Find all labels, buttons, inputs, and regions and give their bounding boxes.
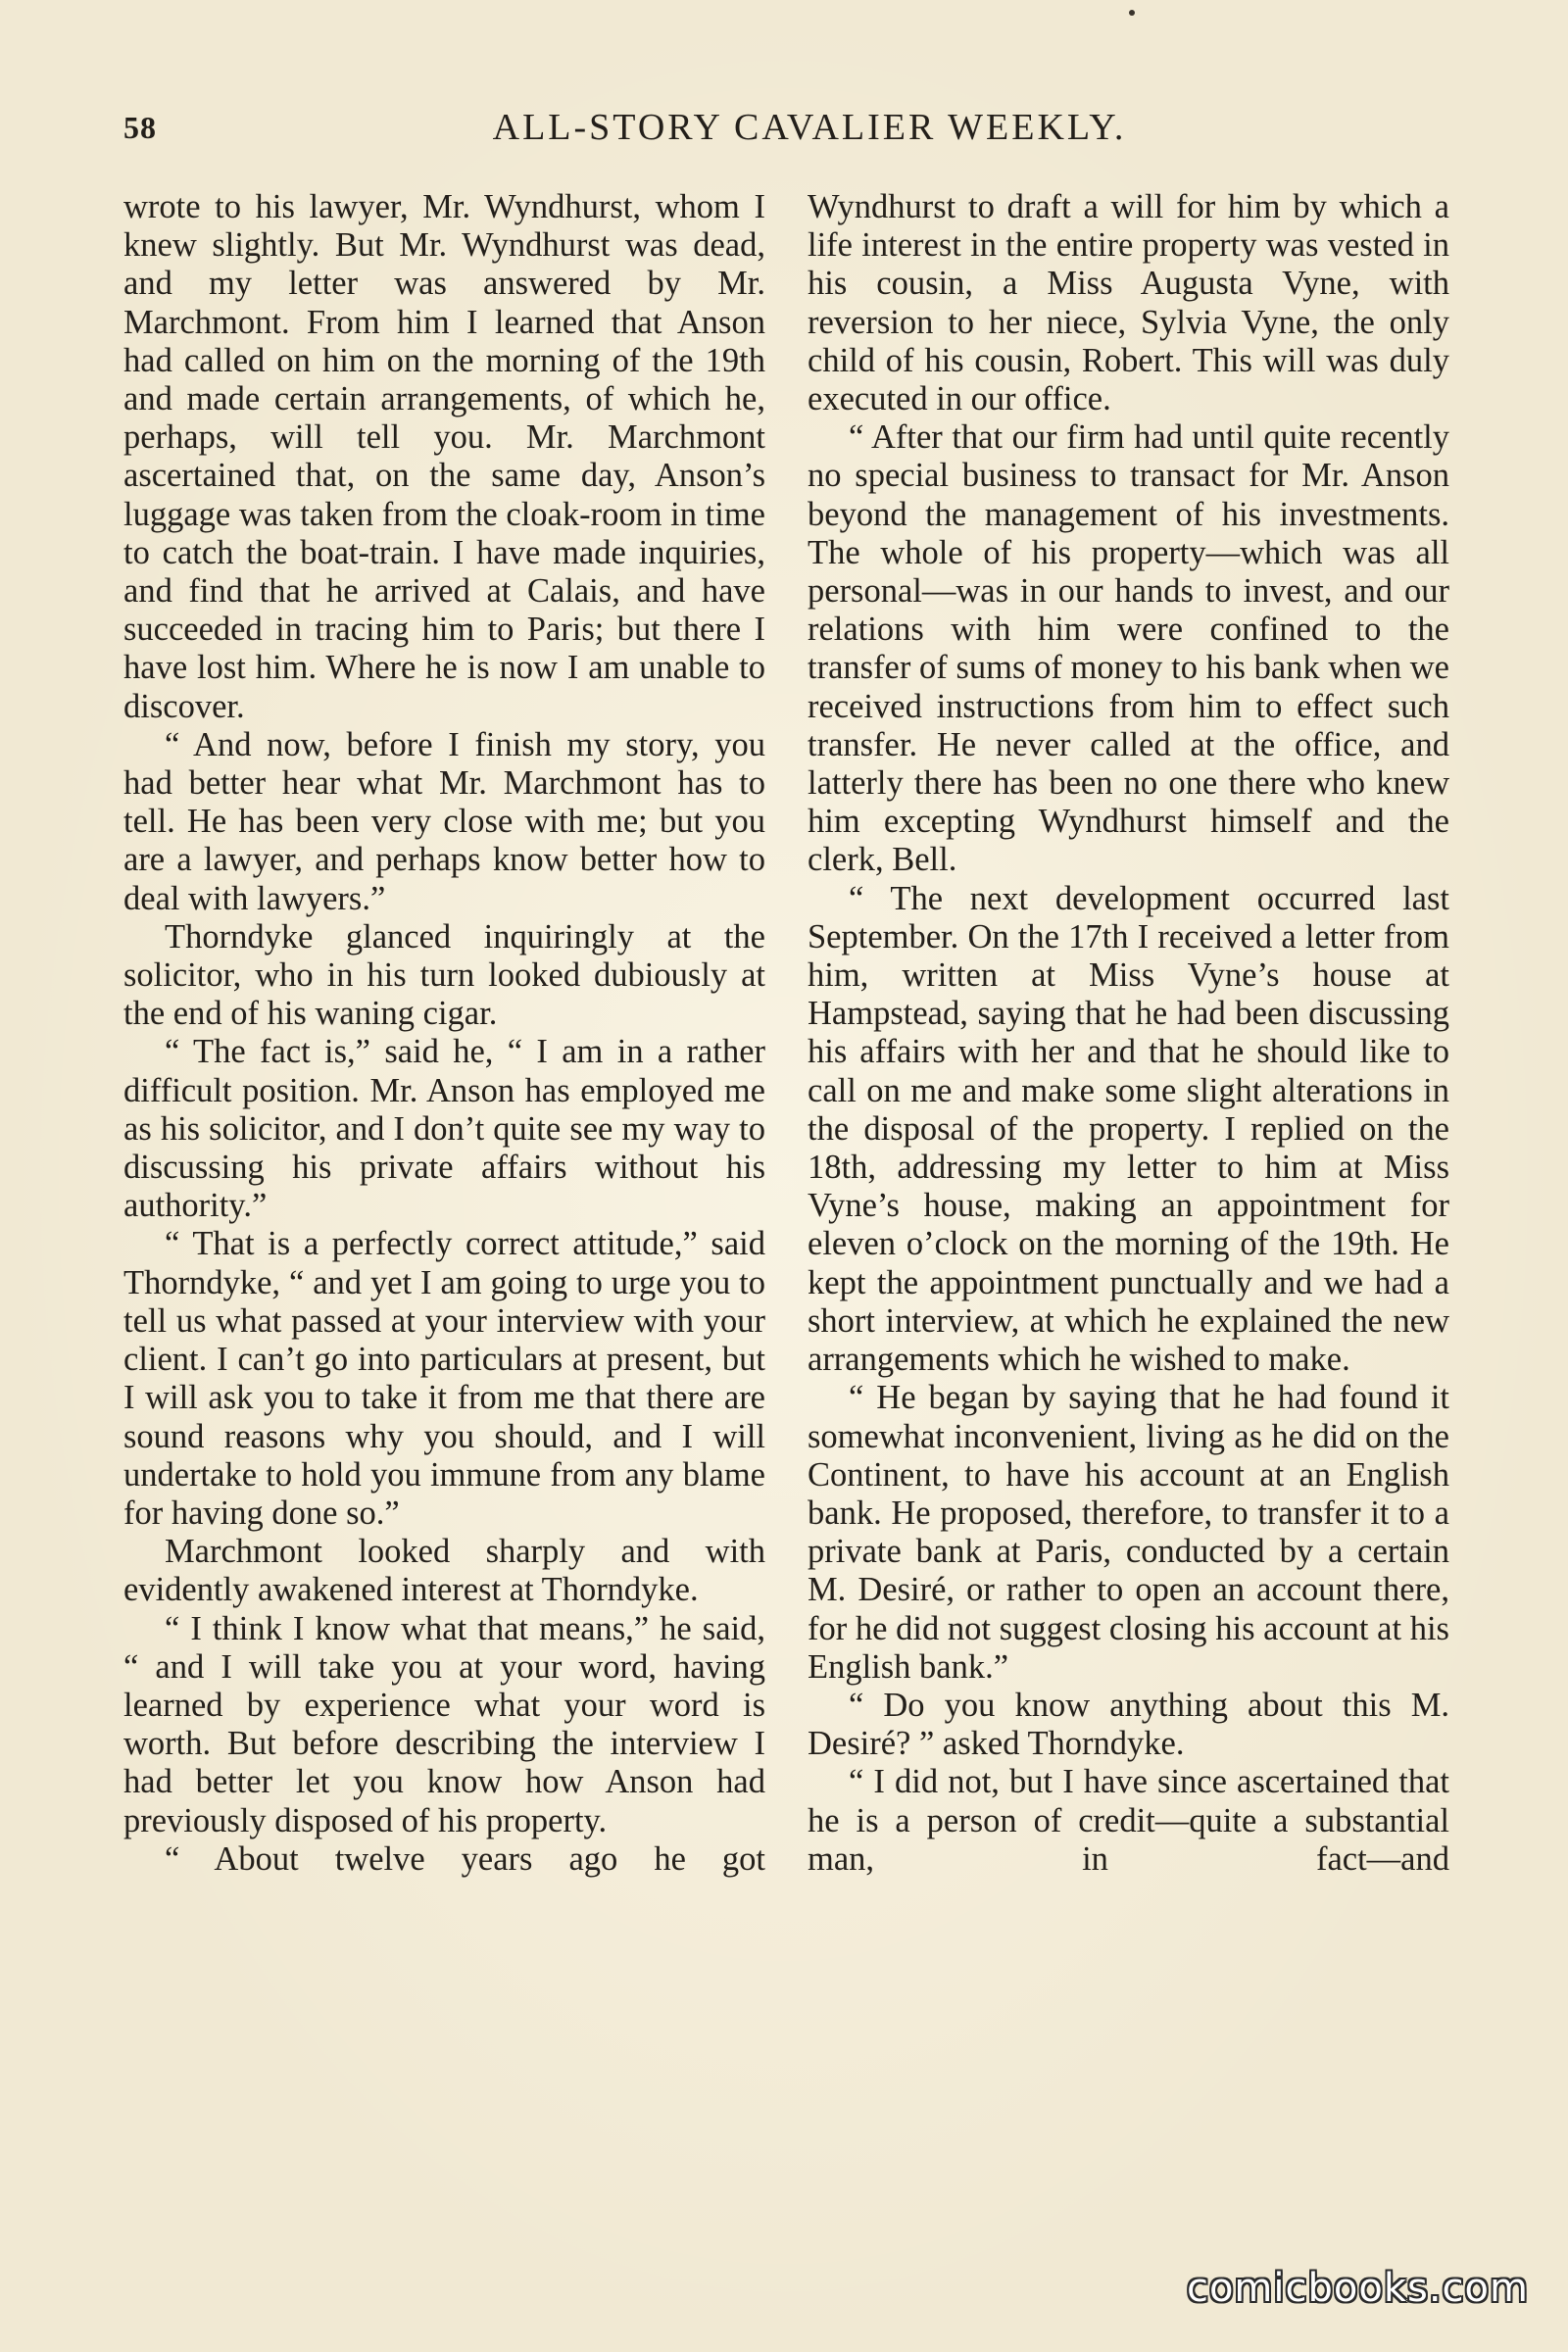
paragraph: “ After that our firm had until quite recently no special business to transact for Mr. Anson beyond the management of his investments. The whole of his property—which was all personal—was in our hands to invest, and our relations with him were confined to the transfer of sums of money to his bank when we received instructions from him to effect such transfer. He never called at the office, and latterly there has been no one there who knew him excepting Wyndhurst himself and the clerk, Bell. <box>808 418 1449 879</box>
running-head <box>123 106 1437 165</box>
paragraph: Thorndyke glanced inquiringly at the solicitor, who in his turn looked dubiously at the end of his waning cigar. <box>123 917 765 1033</box>
paragraph: “ And now, before I finish my story, you had better hear what Mr. Marchmont has to tell. He has been very close with me; but you are a lawyer, and perhaps know better how to deal with lawyers.” <box>123 725 765 917</box>
paragraph: Wyndhurst to draft a will for him by which a life interest in the entire property was vested in his cousin, a Miss Augusta Vyne, with reversion to her niece, Sylvia Vyne, the only child of his cousin, Robert. This will was duly executed in our office. <box>808 188 1449 418</box>
paragraph: “ I did not, but I have since ascertained that he is a person of credit—quite a substantial man, in fact—and <box>808 1763 1449 1878</box>
paragraph: “ I think I know what that means,” he said, “ and I will take you at your word, having learned by experience what your word is worth. But before describing the interview I had better let you know how Anson had previously disposed of his property. <box>123 1609 765 1839</box>
page-number: 58 <box>123 110 157 145</box>
paragraph: “ The next development occurred last September. On the 17th I received a letter from him, written at Miss Vyne’s house at Hampstead, saying that he had been discussing his affairs with her and that he should like to call on me and make some slight alterations in the disposal of the property. I replied on the 18th, addressing my letter to him at Miss Vyne’s house, making an appointment for eleven o’clock on the morning of the 19th. He kept the appointment punctually and we had a short interview, at which he explained the new arrangements which he wished to make. <box>808 879 1449 1379</box>
left-text-column <box>123 188 765 2236</box>
paragraph: “ About twelve years ago he got <box>165 1839 765 1878</box>
site-watermark: comicbooks.com <box>1186 2266 1529 2311</box>
ink-speck <box>1129 10 1135 16</box>
paragraph: wrote to his lawyer, Mr. Wyndhurst, whom I knew slightly. But Mr. Wyndhurst was dead, and my letter was answered by Mr. Marchmont. From him I learned that Anson had called on him on the morning of the 19th and made certain arrangements, of which he, perhaps, will tell you. Mr. Marchmont ascertained that, on the same day, Anson’s luggage was taken from the cloak-room in time to catch the boat-train. I have made inquiries, and find that he arrived at Calais, and have succeeded in tracing him to Paris; but there I have lost him. Where he is now I am unable to discover. <box>123 188 765 725</box>
paragraph: “ Do you know anything about this M. Desiré? ” asked Thorndyke. <box>808 1686 1449 1763</box>
magazine-title: ALL-STORY CAVALIER WEEKLY. <box>492 107 1127 148</box>
paragraph: Marchmont looked sharply and with evidently awakened interest at Thorndyke. <box>123 1533 765 1609</box>
paragraph: “ That is a perfectly correct attitude,” said Thorndyke, “ and yet I am going to urge you to tell us what passed at your interview with your client. I can’t go into particulars at present, but I will ask you to take it from me that there are sound reasons why you should, and I will undertake to hold you immune from any blame for having done so.” <box>123 1225 765 1532</box>
right-text-column <box>808 188 1449 2236</box>
paragraph: “ He began by saying that he had found it somewhat inconvenient, living as he did on the Continent, to have his account at an English bank. He proposed, therefore, to transfer it to a private bank at Paris, conducted by a certain M. Desiré, or rather to open an account there, for he did not suggest closing his account at his English bank.” <box>808 1379 1449 1686</box>
paragraph: “ The fact is,” said he, “ I am in a rather difficult position. Mr. Anson has employed me as his solicitor, and I don’t quite see my way to discussing his private affairs without his authority.” <box>123 1033 765 1225</box>
